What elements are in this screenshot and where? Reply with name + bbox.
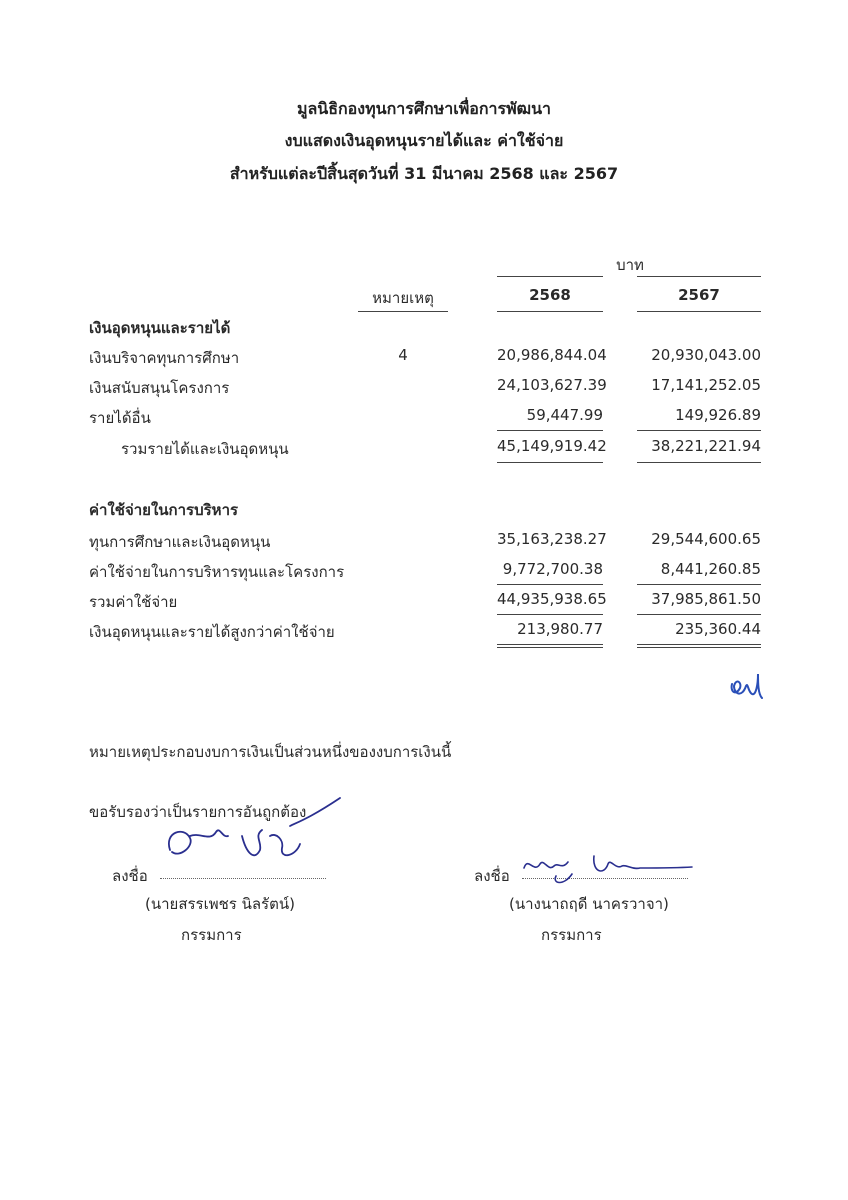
year-2567-header: 2567: [678, 286, 720, 304]
expense-row-2567: 29,544,600.65: [651, 530, 761, 548]
income-section-heading: เงินอุดหนุนและรายได้: [89, 319, 231, 337]
signer-title: กรรมการ: [181, 926, 242, 944]
double-rule-2567: [637, 644, 761, 645]
signer-title: กรรมการ: [541, 926, 602, 944]
income-row-label: เงินบริจาคทุนการศึกษา: [89, 349, 240, 367]
rule-expense-subtotal-2568: [497, 584, 603, 585]
rule-expense-subtotal-2567: [637, 584, 761, 585]
initials-signature: [728, 664, 768, 704]
expense-total-label: รวมค่าใช้จ่าย: [89, 593, 178, 611]
rule-income-total-2568: [497, 462, 603, 463]
year-2568-header: 2568: [529, 286, 571, 304]
surplus-2567: 235,360.44: [675, 620, 761, 638]
notes-statement: หมายเหตุประกอบงบการเงินเป็นส่วนหนึ่งของงบการเงินนี้: [89, 743, 452, 761]
income-row-label: รายได้อื่น: [89, 409, 151, 427]
rule-2567-header: [637, 311, 761, 312]
rule-2568-header: [497, 311, 603, 312]
income-row-2567: 17,141,252.05: [651, 376, 761, 394]
signer-name: (นางนาถฤดี นาครวาจา): [509, 895, 669, 913]
income-row-2568: 20,986,844.04: [497, 346, 607, 364]
rule-expense-total-2567: [637, 614, 761, 615]
rule-expense-total-2568: [497, 614, 603, 615]
org-name: มูลนิธิกองทุนการศึกษาเพื่อการพัฒนา: [296, 99, 552, 118]
signature-image: [516, 846, 696, 890]
income-row-note: 4: [398, 346, 408, 364]
rule-currency-2568: [497, 276, 603, 277]
expense-section-heading: ค่าใช้จ่ายในการบริหาร: [89, 501, 239, 519]
income-total-label: รวมรายได้และเงินอุดหนุน: [121, 440, 289, 458]
expense-row-2568: 9,772,700.38: [502, 560, 603, 578]
sign-label: ลงชื่อ: [112, 867, 148, 885]
income-row-2568: 24,103,627.39: [497, 376, 607, 394]
signer-name: (นายสรรเพชร นิลรัตน์): [145, 895, 295, 913]
expense-total-2568: 44,935,938.65: [497, 590, 607, 608]
double-rule-2568: [497, 647, 603, 648]
rule-currency-2567: [637, 276, 761, 277]
income-row-2568: 59,447.99: [526, 406, 603, 424]
currency-header: บาท: [616, 256, 644, 274]
expense-total-2567: 37,985,861.50: [651, 590, 761, 608]
income-row-2567: 149,926.89: [675, 406, 761, 424]
certification-text: ขอรับรองว่าเป็นรายการอันถูกต้อง: [89, 803, 307, 821]
rule-income-subtotal-2567: [637, 430, 761, 431]
income-row-label: เงินสนับสนุนโครงการ: [89, 379, 230, 397]
surplus-label: เงินอุดหนุนและรายได้สูงกว่าค่าใช้จ่าย: [89, 623, 335, 641]
expense-row-label: ค่าใช้จ่ายในการบริหารทุนและโครงการ: [89, 563, 345, 581]
rule-income-subtotal-2568: [497, 430, 603, 431]
income-total-2567: 38,221,221.94: [651, 437, 761, 455]
double-rule-2567: [637, 647, 761, 648]
expense-row-label: ทุนการศึกษาและเงินอุดหนุน: [89, 533, 271, 551]
rule-income-total-2567: [637, 462, 761, 463]
double-rule-2568: [497, 644, 603, 645]
income-total-2568: 45,149,919.42: [497, 437, 607, 455]
statement-title: งบแสดงเงินอุดหนุนรายได้และ ค่าใช้จ่าย: [284, 131, 564, 150]
expense-row-2567: 8,441,260.85: [660, 560, 761, 578]
signature-image: [150, 792, 350, 882]
note-column-header: หมายเหตุ: [372, 289, 434, 307]
surplus-2568: 213,980.77: [517, 620, 603, 638]
expense-row-2568: 35,163,238.27: [497, 530, 607, 548]
sign-label: ลงชื่อ: [474, 867, 510, 885]
rule-note-header: [358, 311, 448, 312]
income-row-2567: 20,930,043.00: [651, 346, 761, 364]
statement-period: สำหรับแต่ละปีสิ้นสุดวันที่ 31 มีนาคม 2568 และ 2567: [229, 164, 619, 183]
